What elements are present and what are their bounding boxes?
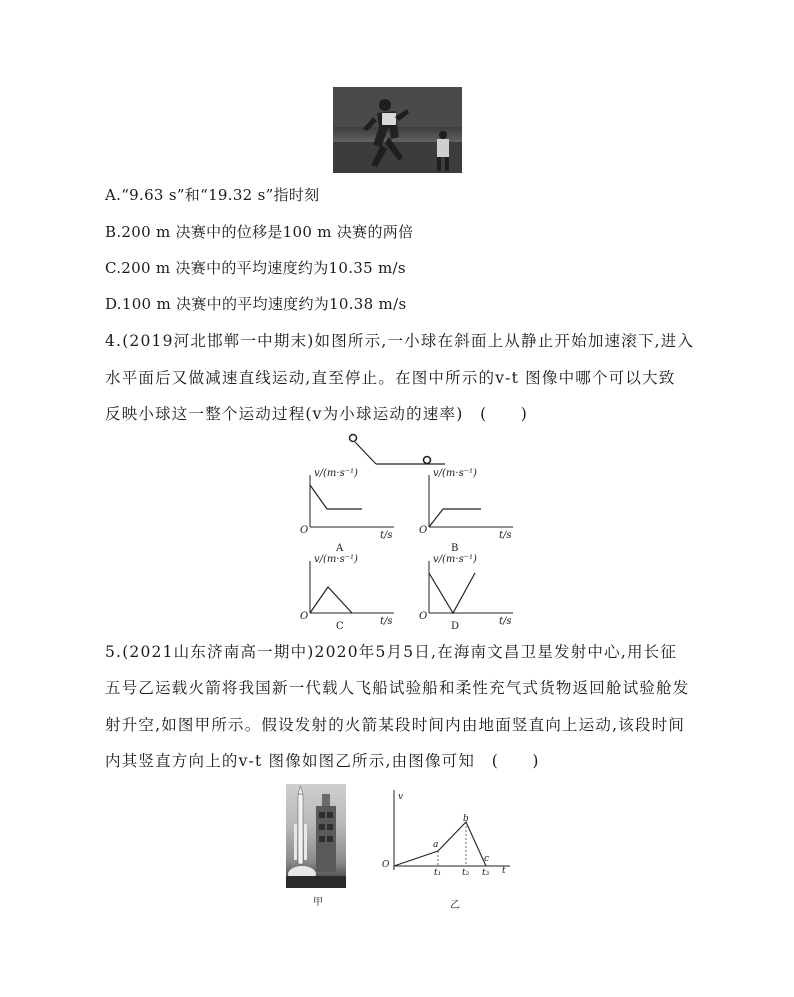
q4-line-1: 4.(2019河北邯郸一中期末)如图所示,一小球在斜面上从静止开始加速滚下,进入 [105,332,695,350]
q4-graph-c-label: C [336,621,344,632]
q4-graph-c-xlabel: t/s [380,616,393,627]
q4-graph-b-xlabel: t/s [499,530,512,541]
q5-point-c: c [484,854,490,864]
q4-graph-d-xlabel: t/s [499,616,512,627]
q4-line-3: 反映小球这一整个运动过程(v为小球运动的速率) ( ) [105,405,529,423]
q4-graph-b [413,463,523,553]
option-3a: A.“9.63 s”和“19.32 s”指时刻 [105,186,320,204]
q4-graph-d [413,549,523,639]
q4-graph-b-label: B [451,543,459,554]
q5-point-a: a [433,840,439,850]
q4-graph-a-ylabel: v/(m·s⁻¹) [314,468,358,479]
rocket-photo-drawing [286,784,346,888]
rocket-photo [286,784,346,888]
q5-graph-origin: O [382,860,390,870]
q4-graph-c [294,549,404,639]
q4-graph-d-ylabel: v/(m·s⁻¹) [433,554,477,565]
option-3b: B.200 m 决赛中的位移是100 m 决赛的两倍 [105,223,414,241]
q5-t3: t₃ [482,868,490,878]
q4-graph-d-origin: O [419,611,428,622]
q5-line-2: 五号乙运载火箭将我国新一代载人飞船试验船和柔性充气式货物返回舱试验舱发 [105,679,690,697]
q5-point-b: b [463,814,469,824]
q5-line-4: 内其竖直方向上的v-t 图像如图乙所示,由图像可知 ( ) [105,752,540,770]
q5-vt-graph [378,782,518,892]
q5-graph-ylabel: v [398,792,404,802]
option-3c: C.200 m 决赛中的平均速度约为10.35 m/s [105,259,406,277]
q5-t2: t₂ [462,868,470,878]
q4-line-2: 水平面后又做减速直线运动,直至停止。在图中所示的v-t 图像中哪个可以大致 [105,369,676,387]
q4-graph-a [294,463,404,553]
q5-line-1: 5.(2021山东济南高一期中)2020年5月5日,在海南文昌卫星发射中心,用长征 [105,643,678,661]
q5-line-3: 射升空,如图甲所示。假设发射的火箭某段时间内由地面竖直向上运动,该段时间 [105,716,686,734]
q4-graph-a-xlabel: t/s [380,530,393,541]
q4-graph-d-label: D [451,621,460,632]
option-3d: D.100 m 决赛中的平均速度约为10.38 m/s [105,295,407,313]
fig-right-caption: 乙 [450,900,460,911]
q4-graph-c-ylabel: v/(m·s⁻¹) [314,554,358,565]
q4-graph-b-ylabel: v/(m·s⁻¹) [433,468,477,479]
q5-graph-xlabel: t [502,866,506,876]
q4-graph-c-origin: O [300,611,309,622]
fig-left-caption: 甲 [313,897,323,908]
q4-graph-b-origin: O [419,525,428,536]
q5-t1: t₁ [434,868,442,878]
q4-graph-a-label: A [336,543,344,554]
sprinter-photo-drawing [333,87,462,173]
q4-graph-a-origin: O [300,525,309,536]
sprinter-photo [333,87,462,173]
